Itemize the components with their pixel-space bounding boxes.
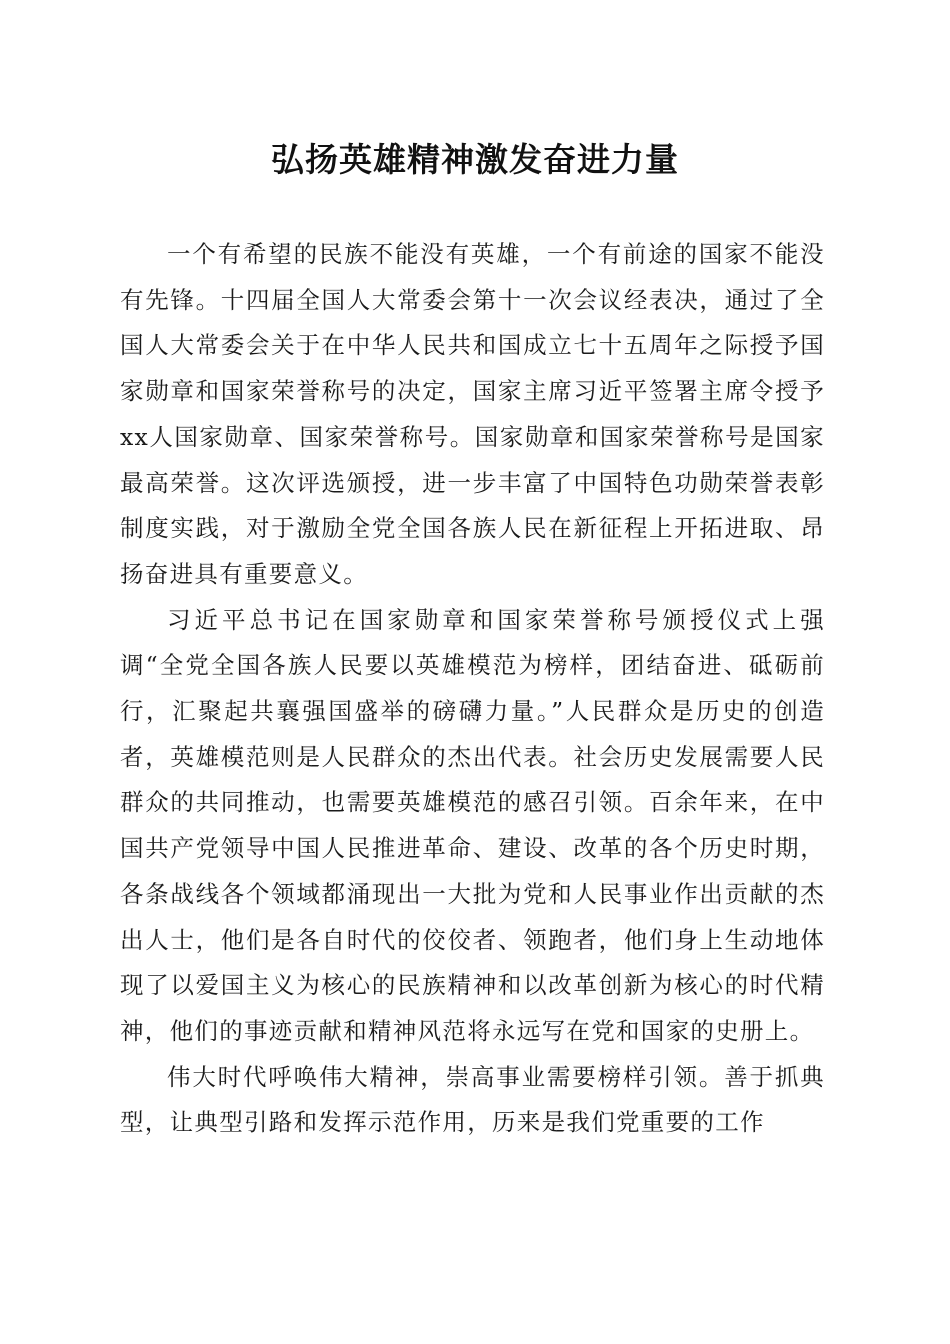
paragraph-2: 习近平总书记在国家勋章和国家荣誉称号颁授仪式上强调“全党全国各族人民要以英雄模范为榜样，团结奋进、砥砺前行，汇聚起共襄强国盛举的磅礴力量。”人民群众是历史的创造者，英雄模范则是人民群众的杰出代表。社会历史发展需要人民群众的共同推动，也需要英雄模范的感召引领。百余年来，在中国共产党领导中国人民推进革命、建设、改革的各个历史时期，各条战线各个领域都涌现出一大批为党和人民事业作出贡献的杰出人士，他们是各自时代的佼佼者、领跑者，他们身上生动地体现了以爱国主义为核心的民族精神和以改革创新为核心的时代精神，他们的事迹贡献和精神风范将永远写在党和国家的史册上。 — [120, 605, 825, 1045]
paragraph-3: 伟大时代呼唤伟大精神，崇高事业需要榜样引领。善于抓典型，让典型引路和发挥示范作用，历来是我们党重要的工作 — [120, 1062, 825, 1137]
paragraph-1: 一个有希望的民族不能没有英雄，一个有前途的国家不能没有先锋。十四届全国人大常委会第十一次会议经表决，通过了全国人大常委会关于在中华人民共和国成立七十五周年之际授予国家勋章和国家荣誉称号的决定，国家主席习近平签署主席令授予xx人国家勋章、国家荣誉称号。国家勋章和国家荣誉称号是国家最高荣誉。这次评选颁授，进一步丰富了中国特色功勋荣誉表彰制度实践，对于激励全党全国各族人民在新征程上开拓进取、昂扬奋进具有重要意义。 — [120, 240, 825, 588]
document-body — [120, 232, 825, 1146]
document-title: 弘扬英雄精神激发奋进力量 — [271, 140, 679, 179]
